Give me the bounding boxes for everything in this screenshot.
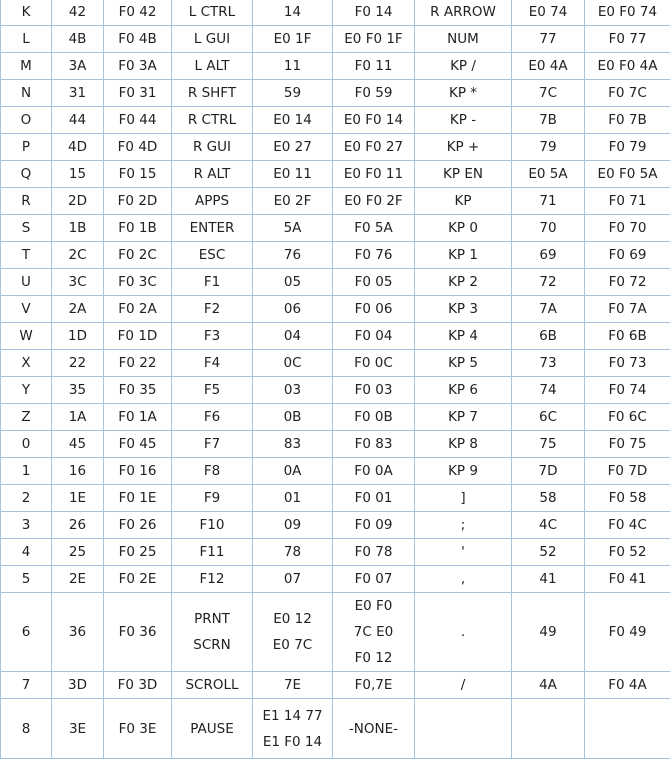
cell-key: Z: [1, 404, 52, 431]
cell-brk2: F0 11: [333, 53, 415, 80]
table-row: [1, 53, 670, 80]
cell-brk3: F0 70: [585, 215, 670, 242]
cell-brk3: F0 4A: [585, 672, 670, 699]
cell-key3: ,: [415, 566, 512, 593]
cell-brk: F0 31: [104, 80, 172, 107]
cell-brk3: F0 49: [585, 593, 670, 672]
cell-key2: F9: [172, 485, 253, 512]
cell-brk3: F0 58: [585, 485, 670, 512]
cell-line: E0 7C: [253, 632, 332, 658]
table-row: [1, 188, 670, 215]
cell-key3: KP +: [415, 134, 512, 161]
cell-brk: F0 4B: [104, 26, 172, 53]
cell-brk3: E0 F0 5A: [585, 161, 670, 188]
cell-brk: F0 16: [104, 458, 172, 485]
cell-make: 4B: [52, 26, 104, 53]
cell-make: 42: [52, 0, 104, 26]
table-row: [1, 512, 670, 539]
table-row: [1, 699, 670, 759]
cell-brk: F0 26: [104, 512, 172, 539]
table-row: [1, 539, 670, 566]
cell-key2: ESC: [172, 242, 253, 269]
cell-key2: SCROLL: [172, 672, 253, 699]
cell-brk: F0 3C: [104, 269, 172, 296]
cell-make3: 6C: [512, 404, 585, 431]
table-row: [1, 458, 670, 485]
table-row: [1, 242, 670, 269]
cell-make3: 7A: [512, 296, 585, 323]
cell-make: 44: [52, 107, 104, 134]
cell-key2: R GUI: [172, 134, 253, 161]
cell-key2: R CTRL: [172, 107, 253, 134]
cell-make3: 4C: [512, 512, 585, 539]
cell-make2: E0 11: [253, 161, 333, 188]
cell-make: 15: [52, 161, 104, 188]
cell-brk2: F0 05: [333, 269, 415, 296]
cell-key3: .: [415, 593, 512, 672]
cell-key: Q: [1, 161, 52, 188]
cell-make2: [253, 699, 333, 759]
table-row: [1, 377, 670, 404]
cell-make3: 7B: [512, 107, 585, 134]
cell-line: E0 F0: [333, 593, 414, 619]
cell-make3: 52: [512, 539, 585, 566]
cell-brk3: F0 71: [585, 188, 670, 215]
cell-brk: F0 1B: [104, 215, 172, 242]
cell-brk2: F0 0A: [333, 458, 415, 485]
cell-key: P: [1, 134, 52, 161]
cell-brk3: F0 77: [585, 26, 670, 53]
cell-key3: NUM: [415, 26, 512, 53]
cell-brk2: F0,7E: [333, 672, 415, 699]
cell-key3: KP *: [415, 80, 512, 107]
cell-key: R: [1, 188, 52, 215]
cell-make: 35: [52, 377, 104, 404]
cell-key3: ': [415, 539, 512, 566]
cell-brk: F0 2E: [104, 566, 172, 593]
cell-make2: 76: [253, 242, 333, 269]
cell-brk2: F0 09: [333, 512, 415, 539]
cell-make: 25: [52, 539, 104, 566]
cell-key3: ]: [415, 485, 512, 512]
cell-make3: 7C: [512, 80, 585, 107]
cell-make2: E0 27: [253, 134, 333, 161]
cell-brk3: F0 75: [585, 431, 670, 458]
cell-brk3: F0 41: [585, 566, 670, 593]
cell-key: 3: [1, 512, 52, 539]
cell-brk: F0 2D: [104, 188, 172, 215]
cell-key2: F3: [172, 323, 253, 350]
cell-brk2: F0 76: [333, 242, 415, 269]
cell-make: 3C: [52, 269, 104, 296]
cell-make: 16: [52, 458, 104, 485]
cell-key3: /: [415, 672, 512, 699]
cell-key: U: [1, 269, 52, 296]
cell-brk3: F0 73: [585, 350, 670, 377]
cell-key: 5: [1, 566, 52, 593]
cell-make3: 77: [512, 26, 585, 53]
cell-key2: F12: [172, 566, 253, 593]
cell-key: O: [1, 107, 52, 134]
cell-key3: [415, 699, 512, 759]
cell-make: 45: [52, 431, 104, 458]
cell-key: L: [1, 26, 52, 53]
cell-brk3: E0 F0 74: [585, 0, 670, 26]
cell-key: M: [1, 53, 52, 80]
cell-brk: F0 36: [104, 593, 172, 672]
cell-make: 36: [52, 593, 104, 672]
cell-key2: L CTRL: [172, 0, 253, 26]
cell-brk: F0 42: [104, 0, 172, 26]
cell-key: 0: [1, 431, 52, 458]
cell-brk3: F0 52: [585, 539, 670, 566]
cell-brk3: F0 6B: [585, 323, 670, 350]
cell-make2: 01: [253, 485, 333, 512]
cell-key3: KP 3: [415, 296, 512, 323]
cell-brk2: E0 F0 27: [333, 134, 415, 161]
cell-brk2: F0 78: [333, 539, 415, 566]
cell-key3: KP 4: [415, 323, 512, 350]
cell-brk2: E0 F0 11: [333, 161, 415, 188]
cell-brk: F0 2A: [104, 296, 172, 323]
cell-make: 22: [52, 350, 104, 377]
table-row: [1, 215, 670, 242]
cell-key2: F7: [172, 431, 253, 458]
cell-key3: KP 6: [415, 377, 512, 404]
cell-brk: F0 1A: [104, 404, 172, 431]
table-row: [1, 80, 670, 107]
cell-make3: 49: [512, 593, 585, 672]
table-row: [1, 485, 670, 512]
cell-key3: KP 7: [415, 404, 512, 431]
cell-make3: 6B: [512, 323, 585, 350]
cell-make2: 7E: [253, 672, 333, 699]
cell-brk2: F0 0C: [333, 350, 415, 377]
cell-brk2: E0 F0 1F: [333, 26, 415, 53]
cell-brk: F0 35: [104, 377, 172, 404]
cell-brk: F0 45: [104, 431, 172, 458]
cell-key2: F11: [172, 539, 253, 566]
cell-key2: F1: [172, 269, 253, 296]
table-row: [1, 593, 670, 672]
cell-key: 4: [1, 539, 52, 566]
cell-make3: 41: [512, 566, 585, 593]
cell-key2: R SHFT: [172, 80, 253, 107]
table-row: [1, 26, 670, 53]
cell-make: 31: [52, 80, 104, 107]
cell-line: E1 14 77: [253, 703, 332, 729]
cell-brk: F0 15: [104, 161, 172, 188]
cell-brk2: F0 59: [333, 80, 415, 107]
cell-key: K: [1, 0, 52, 26]
cell-key2: L GUI: [172, 26, 253, 53]
cell-make3: 7D: [512, 458, 585, 485]
table-row: [1, 0, 670, 26]
cell-key3: KP -: [415, 107, 512, 134]
cell-brk: F0 1D: [104, 323, 172, 350]
cell-brk: F0 2C: [104, 242, 172, 269]
cell-make3: 72: [512, 269, 585, 296]
cell-key: 6: [1, 593, 52, 672]
cell-key3: KP 2: [415, 269, 512, 296]
cell-brk3: F0 4C: [585, 512, 670, 539]
cell-make2: 59: [253, 80, 333, 107]
cell-key2: ENTER: [172, 215, 253, 242]
cell-make3: 4A: [512, 672, 585, 699]
cell-line: F0 12: [333, 645, 414, 671]
cell-make3: 79: [512, 134, 585, 161]
cell-make2: 5A: [253, 215, 333, 242]
cell-make: 1B: [52, 215, 104, 242]
cell-key: W: [1, 323, 52, 350]
cell-brk: F0 3E: [104, 699, 172, 759]
cell-make3: 74: [512, 377, 585, 404]
cell-brk3: F0 79: [585, 134, 670, 161]
cell-line: E1 F0 14: [253, 729, 332, 755]
cell-make: 1A: [52, 404, 104, 431]
cell-brk3: F0 7D: [585, 458, 670, 485]
cell-line: 7C E0: [333, 619, 414, 645]
cell-brk: F0 25: [104, 539, 172, 566]
cell-make2: 09: [253, 512, 333, 539]
cell-brk2: E0 F0 2F: [333, 188, 415, 215]
cell-brk2: F0 04: [333, 323, 415, 350]
cell-brk3: F0 7B: [585, 107, 670, 134]
cell-make2: 83: [253, 431, 333, 458]
cell-key: X: [1, 350, 52, 377]
cell-make: 2E: [52, 566, 104, 593]
table-row: [1, 566, 670, 593]
cell-key2: R ALT: [172, 161, 253, 188]
cell-key3: ;: [415, 512, 512, 539]
cell-brk3: F0 7C: [585, 80, 670, 107]
cell-make: 3E: [52, 699, 104, 759]
cell-key2: [172, 593, 253, 672]
cell-key3: KP EN: [415, 161, 512, 188]
cell-make3: [512, 699, 585, 759]
cell-key3: KP 1: [415, 242, 512, 269]
cell-key2: F8: [172, 458, 253, 485]
cell-make2: E0 2F: [253, 188, 333, 215]
cell-make3: 73: [512, 350, 585, 377]
cell-make: 2A: [52, 296, 104, 323]
cell-make3: 71: [512, 188, 585, 215]
cell-key: Y: [1, 377, 52, 404]
cell-brk3: F0 72: [585, 269, 670, 296]
cell-make3: 70: [512, 215, 585, 242]
cell-brk2: F0 5A: [333, 215, 415, 242]
cell-brk2: F0 0B: [333, 404, 415, 431]
cell-brk2: F0 07: [333, 566, 415, 593]
table-row: [1, 269, 670, 296]
cell-key3: KP 5: [415, 350, 512, 377]
cell-line: SCRN: [172, 632, 252, 658]
cell-make2: 11: [253, 53, 333, 80]
cell-make: 2D: [52, 188, 104, 215]
cell-make2: 05: [253, 269, 333, 296]
cell-brk3: F0 74: [585, 377, 670, 404]
cell-key2: F5: [172, 377, 253, 404]
cell-key: V: [1, 296, 52, 323]
cell-brk2: F0 03: [333, 377, 415, 404]
cell-key3: KP 0: [415, 215, 512, 242]
cell-key: 1: [1, 458, 52, 485]
cell-make2: 14: [253, 0, 333, 26]
cell-line: PRNT: [172, 606, 252, 632]
cell-brk2: F0 83: [333, 431, 415, 458]
cell-brk2: F0 06: [333, 296, 415, 323]
cell-make: 2C: [52, 242, 104, 269]
table-row: [1, 431, 670, 458]
cell-key3: KP 8: [415, 431, 512, 458]
cell-make3: E0 4A: [512, 53, 585, 80]
cell-make: 26: [52, 512, 104, 539]
cell-line: E0 12: [253, 606, 332, 632]
cell-brk: F0 44: [104, 107, 172, 134]
cell-key3: KP 9: [415, 458, 512, 485]
cell-make2: 0A: [253, 458, 333, 485]
cell-make2: 03: [253, 377, 333, 404]
cell-key2: F10: [172, 512, 253, 539]
cell-brk3: F0 69: [585, 242, 670, 269]
cell-key: N: [1, 80, 52, 107]
cell-make2: [253, 593, 333, 672]
cell-brk: F0 1E: [104, 485, 172, 512]
cell-make: 3D: [52, 672, 104, 699]
cell-key2: PAUSE: [172, 699, 253, 759]
cell-key3: KP /: [415, 53, 512, 80]
cell-key3: R ARROW: [415, 0, 512, 26]
cell-key2: F2: [172, 296, 253, 323]
table-row: [1, 107, 670, 134]
cell-brk: F0 3A: [104, 53, 172, 80]
cell-make2: 0C: [253, 350, 333, 377]
cell-make3: 58: [512, 485, 585, 512]
cell-make3: 69: [512, 242, 585, 269]
cell-make2: E0 14: [253, 107, 333, 134]
cell-make3: 75: [512, 431, 585, 458]
cell-key3: KP: [415, 188, 512, 215]
scan-code-table-body: [1, 0, 670, 759]
cell-make: 3A: [52, 53, 104, 80]
cell-make: 1D: [52, 323, 104, 350]
cell-make: 1E: [52, 485, 104, 512]
cell-make2: 0B: [253, 404, 333, 431]
table-row: [1, 404, 670, 431]
table-row: [1, 323, 670, 350]
cell-brk2: [333, 593, 415, 672]
cell-brk: F0 4D: [104, 134, 172, 161]
cell-make3: E0 5A: [512, 161, 585, 188]
cell-make2: 07: [253, 566, 333, 593]
cell-make: 4D: [52, 134, 104, 161]
table-row: [1, 161, 670, 188]
cell-key2: L ALT: [172, 53, 253, 80]
cell-brk2: E0 F0 14: [333, 107, 415, 134]
cell-brk2: F0 01: [333, 485, 415, 512]
cell-brk3: E0 F0 4A: [585, 53, 670, 80]
cell-brk: F0 3D: [104, 672, 172, 699]
cell-key2: F6: [172, 404, 253, 431]
cell-key2: F4: [172, 350, 253, 377]
cell-make2: 06: [253, 296, 333, 323]
cell-brk3: F0 7A: [585, 296, 670, 323]
cell-make2: 78: [253, 539, 333, 566]
cell-key: 8: [1, 699, 52, 759]
table-row: [1, 296, 670, 323]
table-row: [1, 134, 670, 161]
cell-brk2: -NONE-: [333, 699, 415, 759]
cell-key: S: [1, 215, 52, 242]
cell-brk: F0 22: [104, 350, 172, 377]
cell-make3: E0 74: [512, 0, 585, 26]
cell-key: 2: [1, 485, 52, 512]
cell-make2: 04: [253, 323, 333, 350]
cell-make2: E0 1F: [253, 26, 333, 53]
cell-key: T: [1, 242, 52, 269]
table-row: [1, 672, 670, 699]
cell-key: 7: [1, 672, 52, 699]
cell-brk3: [585, 699, 670, 759]
cell-brk2: F0 14: [333, 0, 415, 26]
cell-key2: APPS: [172, 188, 253, 215]
cell-brk3: F0 6C: [585, 404, 670, 431]
table-row: [1, 350, 670, 377]
